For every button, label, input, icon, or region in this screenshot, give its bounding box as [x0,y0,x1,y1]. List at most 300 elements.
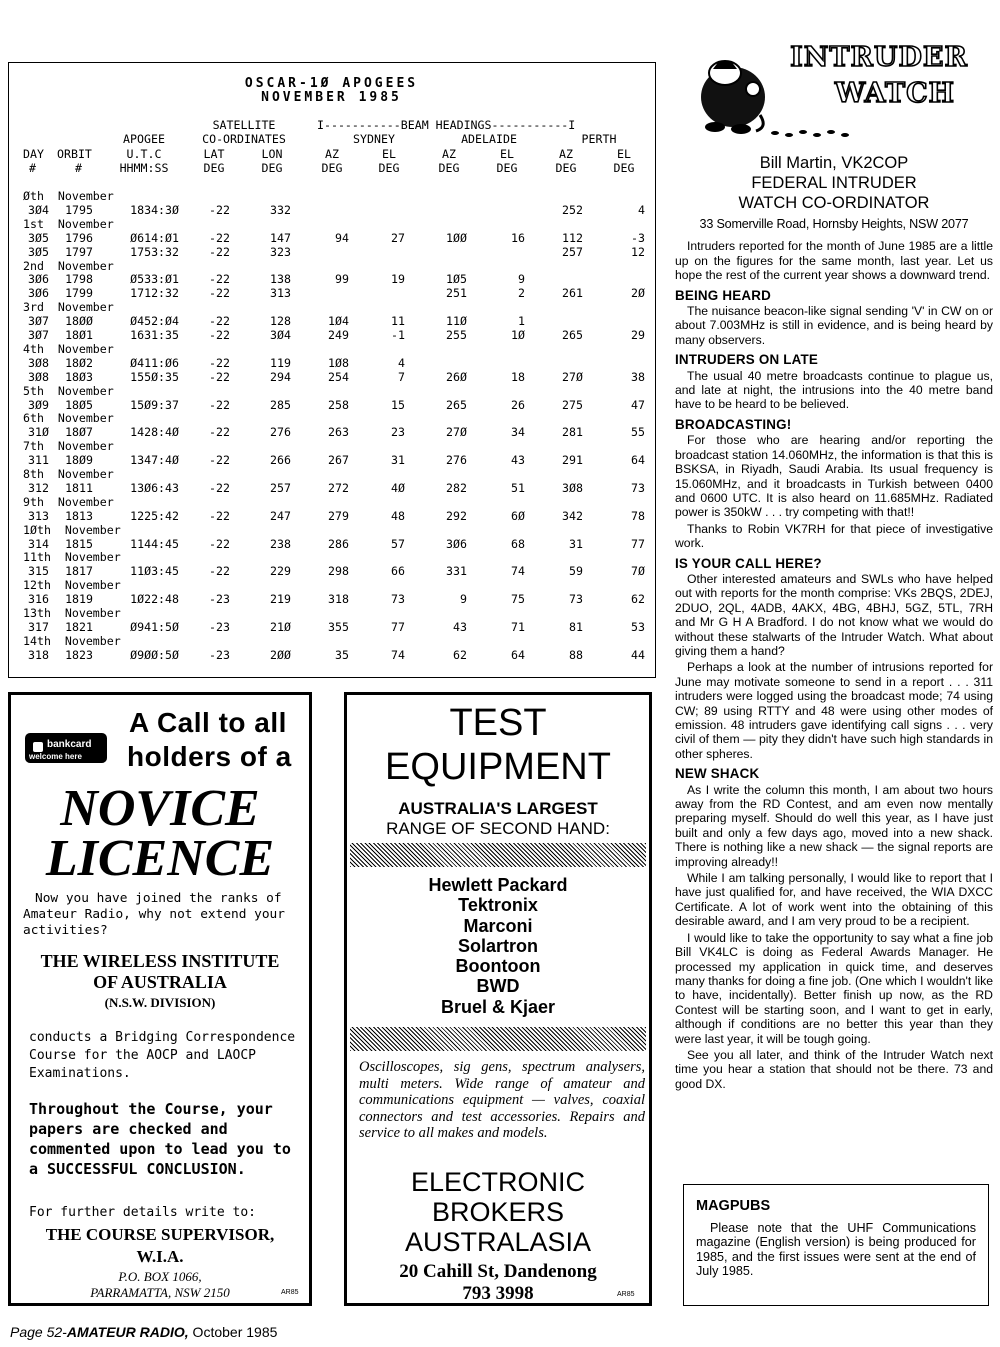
table-cell: 282 [446,480,467,495]
table-cell: 355 [328,619,349,634]
paragraph: For those who are hearing and/or reporting the broadcast station 14.060MHz, the information is that this is BSKSA, in Riyadh, Saudi Arabia. Its usual frequency is 15.060MHz, and it broadcasts in Turkish between 0400 and 0600 UTC. It is also heard on 11.685MHz. Radiated power is 350kW . . . try competing with that!! [675,433,993,520]
table-cell: 238 [270,536,291,551]
ad2-code: AR85 [617,1291,635,1298]
table-cell: 77 [391,619,405,634]
eb-1: ELECTRONIC [410,1167,586,1197]
table-cell: 18 [511,369,525,384]
ad1-head-1: A Call to all [129,707,287,738]
table-cell: 73 [391,592,405,607]
table-cell: 311 [28,453,49,468]
hdr-lat: LAT [203,147,225,161]
table-cell: 128 [270,314,291,329]
table-cell: -22 [209,272,230,287]
ad2-description: Oscilloscopes, sig gens, spectrum analysers, multi meters. Wide range of amateur and communications equipment — valves, coaxial connectors and test accessories. Repairs and service to all makes and models. [359,1059,645,1141]
table-cell: 43 [511,453,525,468]
table-cell: 18Ø9 [65,453,93,468]
table-cell: 1Ø5 [446,272,467,287]
brand-item: Marconi [463,915,533,936]
table-cell: 315 [28,564,49,579]
hdr-syd-az: AZ [325,147,339,161]
table-cell: 249 [328,328,349,342]
table-cell: -22 [209,202,230,217]
table-cell: 281 [562,425,583,440]
table-cell: Ø614:Ø1 [130,230,179,245]
table-cell: 18Ø2 [65,355,93,370]
table-cell: 313 [28,508,49,523]
heading-new-shack: NEW SHACK [675,766,760,782]
table-cell: 272 [328,480,349,495]
table-cell: 1225:42 [130,508,179,523]
table-cell: 252 [562,202,583,217]
paragraph: The nuisance beacon-like signal sending 'V' in CW on or about 7.003MHz is still in evidence, and is being heard by many observers. [675,304,993,347]
bankcard-logo [25,733,107,763]
date-row: 12th November [23,578,121,593]
table-cell: 59 [569,564,583,579]
table-cell: 1795 [65,202,93,217]
heading-intruders-on-late: INTRUDERS ON LATE [675,352,819,368]
table-cell: 3Ø4 [270,328,291,342]
table-cell: 44 [631,647,645,662]
table-cell: 1813 [65,508,93,523]
table-cell: 21Ø [270,619,291,634]
table-cell: -22 [209,508,230,523]
footer-date: October 1985 [188,1324,278,1340]
table-cell: 267 [328,453,349,468]
table-cell: 265 [446,397,467,412]
table-cell: 1428:4Ø [130,425,179,440]
table-cell: 219 [270,592,291,607]
table-cell: 3Ø8 [562,480,583,495]
table-cell: 247 [270,508,291,523]
hdr-apogee: APOGEE [123,132,165,146]
table-cell: 15 [391,397,405,412]
wia-name-2: OF AUSTRALIA [93,972,227,992]
eb-3: AUSTRALASIA [404,1227,592,1257]
table-cell: -1 [391,328,405,342]
table-cell: 31 [569,536,583,551]
table-cell: -23 [209,619,230,634]
table-cell: 34 [511,425,525,440]
table-cell: 1144:45 [130,536,179,551]
table-cell: 16 [511,230,525,245]
table-cell: 1 [518,314,525,329]
table-cell: 276 [270,425,291,440]
table-cell: 1815 [65,536,93,551]
course-supervisor: THE COURSE SUPERVISOR, [45,1225,275,1244]
footer-page: Page 52- [10,1324,67,1340]
table-cell: 55 [631,425,645,440]
brand-list [347,875,649,1017]
page-footer [10,1324,277,1340]
table-cell: 77 [631,536,645,551]
table-cell: 4Ø [391,480,405,495]
wia-name-1: THE WIRELESS INSTITUTE [40,951,280,971]
table-cell: -22 [209,328,230,342]
table-cell: 3Ø5 [28,244,49,259]
footer-magazine: AMATEUR RADIO, [66,1324,189,1340]
date-row: 1st November [23,216,114,231]
ad2-test: TEST [449,702,547,744]
hdr-beam: I-----------BEAM HEADINGS-----------I [317,118,576,132]
table-cell: 1Ø4 [328,314,349,329]
table-cell: 265 [562,328,583,342]
ad1-throughout: Throughout the Course, your papers are checked and commented upon to lead you to a SUCCESSFUL CONCLUSION. [29,1100,291,1178]
date-row: 5th November [23,383,114,398]
table-cell: 286 [328,536,349,551]
table-cell: 35 [335,647,349,662]
table-cell: 31Ø [28,425,49,440]
table-cell: 3Ø9 [28,397,49,412]
table-cell: 23 [391,425,405,440]
table-cell: 27Ø [446,425,467,440]
bankcard-icon [33,742,43,752]
table-cell: 254 [328,369,349,384]
novice-title: NOVICE [60,780,260,837]
divider-pattern [350,843,646,867]
test-equipment-ad [344,692,652,1306]
novice-licence-ad [8,692,312,1306]
table-cell: -22 [209,397,230,412]
table-cell: 1823 [65,647,93,662]
hdr-hhmmss: HHMM:SS [119,161,169,175]
table-cell: 29 [631,328,645,342]
table-cell: 3Ø4 [28,202,49,217]
bankcard-label: bankcard [47,739,92,750]
table-cell: 7 [398,369,405,384]
table-cell: -22 [209,480,230,495]
hdr-per-az: AZ [559,147,573,161]
table-cell: 4 [398,355,405,370]
table-cell: 1712:32 [130,286,179,301]
table-cell: Ø533:Ø1 [130,272,179,287]
ad1-code: AR85 [281,1289,299,1296]
date-row: 14th November [23,633,121,648]
table-cell: Ø941:5Ø [130,619,179,634]
table-cell: 3Ø8 [28,355,49,370]
table-cell: 1Ø [511,328,525,342]
date-row: 7th November [23,439,114,454]
oscar-apogee-table [8,62,656,678]
table-cell: 26 [511,397,525,412]
hdr-ade-az: AZ [442,147,456,161]
table-cell: 332 [270,202,291,217]
table-cell: 317 [28,619,49,634]
table-cell: -23 [209,592,230,607]
heading-is-your-call-here: IS YOUR CALL HERE? [675,555,822,571]
table-cell: 285 [270,397,291,412]
table-cell: 3Ø6 [28,272,49,287]
table-cell: 261 [562,286,583,301]
table-cell: -22 [209,355,230,370]
table-cell: 88 [569,647,583,662]
table-cell: 1347:4Ø [130,453,179,468]
paragraph: While I am talking personally, I would like to report that I have just qualified for, and have received, the WIA DXCC Certificate. A lot of work went into the obtaining of this desirable award, and I am very proud to be a recipient. [675,871,993,929]
table-cell: 12 [631,244,645,259]
paragraph: The usual 40 metre broadcasts continue to plague us, and late at night, the intrusions into the 40 metre band have to be heard to be believed. [675,368,993,412]
ad1-head-2: holders of a [127,741,292,772]
paragraph: Thanks to Robin VK7RH for that piece of investigative work. [675,521,993,551]
table-cell: -22 [209,536,230,551]
table-cell: 38 [631,369,645,384]
paragraph: Other interested amateurs and SWLs who have helped out with reports for the month comprise: VKs 2BQS, 2DEJ, 2DUO, 2QL, 4ADB, 4AKX, 4BG, 4BHJ, 5GZ, 5TL, 7RH and Mr G H A Bradford. I do not know what we would do without these stalwarts of the Intruder Watch. What about giving them a hand? [675,571,993,658]
date-row: 1Øth November [23,522,121,537]
table-cell: 43 [453,619,467,634]
date-row: 4th November [23,341,114,356]
parramatta: PARRAMATTA, NSW 2150 [90,1285,230,1300]
table-cell: -3 [631,230,645,245]
table-cell: 99 [335,272,349,287]
table-cell: 11Ø [446,314,467,329]
table-cell: 3Ø6 [28,286,49,301]
table-cell: 257 [562,244,583,259]
table-cell: 342 [562,508,583,523]
date-row: 3rd November [23,300,114,315]
author-address: 33 Somerville Road, Hornsby Heights, NSW 2077 [699,217,969,231]
brand-item: Tektronix [458,895,538,916]
table-cell: 19 [391,272,405,287]
table-cell: Ø9ØØ:5Ø [130,647,179,662]
brand-item: Boontoon [455,956,541,977]
hdr-sydney: SYDNEY [353,132,395,146]
date-row: 9th November [23,494,114,509]
wia-abbr: W.I.A. [136,1247,184,1266]
table-cell: 294 [270,369,291,384]
table-cell: 1798 [65,272,93,287]
hdr-hash-orbit: # [75,161,82,175]
hdr-deg: DEG [496,161,518,175]
table-cell: 291 [562,453,583,468]
table-cell: Ø452:Ø4 [130,314,179,329]
table-cell: 18Ø5 [65,397,93,412]
table-cell: 48 [391,508,405,523]
table-cell: -22 [209,314,230,329]
table-cell: 7Ø [631,564,645,579]
table-cell: 1ØØ [446,230,467,245]
table-cell: 11Ø3:45 [130,564,179,579]
table-cell: 1797 [65,244,93,259]
hdr-orbit: ORBIT [57,147,92,161]
magpubs-text: Please note that the UHF Communications magazine (English version) is being produced for 1985, and the first issues were sent at the end of July 1985. [696,1221,976,1278]
ad2-range: RANGE OF SECOND HAND: [386,819,610,838]
hdr-deg: DEG [378,161,400,175]
heading-being-heard: BEING HEARD [675,287,771,303]
po-box: P.O. BOX 1066, [118,1269,202,1284]
table-cell: 292 [446,508,467,523]
table-cell: 26Ø [446,369,467,384]
paragraph: As I write the column this month, I am about two hours away from the RD Contest, and am even now mentally preparing myself. Should do well this year, as I have just built and only a few days ago, moved into a new shack. There is nothing like a new shack — the signal reports are improving already!! [675,782,993,869]
table-cell: 9 [518,272,525,287]
table-cell: 313 [270,286,291,301]
hdr-satellite: SATELLITE [212,118,276,132]
table-cell: 78 [631,508,645,523]
brand-item: Bruel & Kjaer [440,996,556,1017]
table-cell: 276 [446,453,467,468]
table-cell: 331 [446,564,467,579]
table-cell: 298 [328,564,349,579]
table-cell: 323 [270,244,291,259]
date-row: 8th November [23,467,114,481]
hdr-deg: DEG [321,161,343,175]
intro-paragraph: Intruders reported for the month of June 1985 are a little up on the figures for the same month, last year. Let us hope the rest of the current year shows a downward trend. [675,239,993,283]
table-cell: -22 [209,564,230,579]
paragraph: I would like to take the opportunity to say what a fine job Bill VK4LC is doing as Federal Awards Manager. He processed my application in quick time, and deserves many thanks for doing a fine job. (One which I wouldn't like to have, incidentally). Better finish up now, as the RD Contest will be starting soon, and I want to get in early, although if conditions are no better this year than they were last year, it will be tough going. [675,930,993,1046]
table-cell: 2 [518,286,525,301]
table-cell: 15Ø9:37 [130,397,179,412]
date-row: 6th November [23,411,114,426]
table-cell: 18Ø1 [65,328,93,342]
table-cell: 27 [391,230,405,245]
hdr-hash-day: # [29,161,36,175]
magpubs-box [683,1184,989,1306]
magpubs-title: MAGPUBS [696,1198,771,1214]
ad1-course: conducts a Bridging Correspondence Course for the AOCP and LAOCP Examinations. [29,1030,296,1081]
table-cell: 1753:32 [130,244,179,259]
table-cell: 229 [270,564,291,579]
table-cell: 27Ø [562,369,583,384]
table-cell: 57 [391,536,405,551]
table-cell: 257 [270,480,291,495]
ad1-intro: Now you have joined the ranks of Amateur Radio, why not extend your activities? [23,891,285,938]
table-cell: 74 [391,647,405,662]
hdr-syd-el: EL [382,147,396,161]
table-cell: 155Ø:35 [130,369,179,384]
table-cell: -23 [209,647,230,662]
date-row: 11th November [23,550,121,565]
table-cell: -22 [209,453,230,468]
divider-pattern [350,1027,646,1051]
table-cell: 2ØØ [270,647,291,662]
table-cell: 73 [569,592,583,607]
table-cell: 1799 [65,286,93,301]
hdr-deg: DEG [438,161,460,175]
wia-division: (N.S.W. DIVISION) [104,995,216,1010]
paragraph: See you all later, and think of the Intruder Watch next time you hear a station that should not be there. 73 and good DX. [675,1047,993,1091]
table-cell: 3Ø7 [28,314,49,329]
licence-title: LICENCE [45,830,275,887]
author-role-1: FEDERAL INTRUDER [751,174,917,192]
table-cell: 31 [391,453,405,468]
ad2-phone: 793 3998 [462,1283,534,1304]
hdr-deg: DEG [203,161,225,175]
table-cell: 53 [631,619,645,634]
table-cell: 3Ø7 [28,328,49,342]
intruder-logo [675,42,993,153]
table-cell: -22 [209,369,230,384]
table-cell: 138 [270,272,291,287]
table-cell: 2Ø [631,286,645,301]
hdr-adelaide: ADELAIDE [461,132,517,146]
paragraph: Perhaps a look at the number of intrusions reported for June may motivate someone to send in a report . . . 311 intruders were logged using the broadcast mode; 74 using CW; 89 using RTTY and 48 were using other modes of emission. 48 intruders gave identifying call signs . . . very civil of them — pity they didn't have such high standards in other spheres. [675,660,993,761]
table-cell: 1817 [65,564,93,579]
ad1-further: For further details write to: [29,1205,256,1220]
table-cell: 81 [569,619,583,634]
table-cell: 112 [562,230,583,245]
eb-2: BROKERS [431,1197,565,1227]
hdr-deg: DEG [555,161,577,175]
date-row: Øth November [23,189,114,203]
table-cell: 1Ø8 [328,355,349,370]
table-cell: 279 [328,508,349,523]
table-cell: 11 [391,314,405,329]
table-cell: -22 [209,230,230,245]
table-cell: 1821 [65,619,93,634]
table-cell: 62 [453,647,467,662]
date-row: 13th November [23,606,121,620]
table-cell: 318 [328,592,349,607]
ad2-largest: AUSTRALIA'S LARGEST [398,799,598,818]
table-cell: Ø411:Ø6 [130,355,179,370]
table-cell: 1796 [65,230,93,245]
hdr-day: DAY [23,147,44,161]
table-cell: -22 [209,425,230,440]
table-cell: 74 [511,564,525,579]
table-subtitle: NOVEMBER 1985 [261,90,402,105]
logo-watch-text: WATCH [834,78,956,109]
table-cell: 73 [631,480,645,495]
date-row: 2nd November [23,258,114,273]
author-role-2: WATCH CO-ORDINATOR [738,194,930,212]
table-cell: 18Ø3 [65,369,93,384]
table-cell: 64 [511,647,525,662]
table-cell: 6Ø [511,508,525,523]
author-name: Bill Martin, VK2COP [759,154,909,172]
table-cell: 9 [460,592,467,607]
table-cell: 266 [270,453,291,468]
table-cell: 314 [28,536,49,551]
table-cell: 318 [28,647,49,662]
hdr-lon: LON [261,147,283,161]
hdr-deg: DEG [261,161,283,175]
table-title: OSCAR-1Ø APOGEES [244,76,419,91]
table-cell: 1819 [65,592,93,607]
table-cell: 75 [511,592,525,607]
intruder-watch-column [675,42,993,1175]
table-cell: 1631:35 [130,328,179,342]
table-cell: 66 [391,564,405,579]
table-cell: 1834:3Ø [130,202,179,217]
table-cell: 3Ø5 [28,230,49,245]
table-cell: 94 [335,230,349,245]
brand-item: Hewlett Packard [428,875,568,895]
hdr-per-el: EL [617,147,631,161]
hdr-deg: DEG [613,161,635,175]
table-cell: 68 [511,536,525,551]
table-cell: 147 [270,230,291,245]
table-cell: 258 [328,397,349,412]
heading-broadcasting: BROADCASTING! [675,416,792,432]
ad2-equipment: EQUIPMENT [385,746,611,788]
table-cell: 13Ø6:43 [130,480,179,495]
brand-item: BWD [476,976,520,997]
table-cell: 1Ø22:48 [130,592,179,607]
table-cell: 62 [631,592,645,607]
table-cell: 3Ø6 [446,536,467,551]
table-cell: 4 [638,202,645,217]
table-cell: 3Ø8 [28,369,49,384]
table-cell: 312 [28,480,49,495]
hdr-coords: CO-ORDINATES [202,132,286,146]
table-cell: 1811 [65,480,93,495]
table-cell: 51 [511,480,525,495]
table-cell: -22 [209,286,230,301]
brand-item: Solartron [457,935,538,956]
table-cell: 255 [446,328,467,342]
ad2-street: 20 Cahill St, Dandenong [399,1261,597,1282]
hdr-perth: PERTH [581,132,617,146]
table-cell: 263 [328,425,349,440]
table-cell: 64 [631,453,645,468]
bankcard-welcome: welcome here [29,752,82,761]
